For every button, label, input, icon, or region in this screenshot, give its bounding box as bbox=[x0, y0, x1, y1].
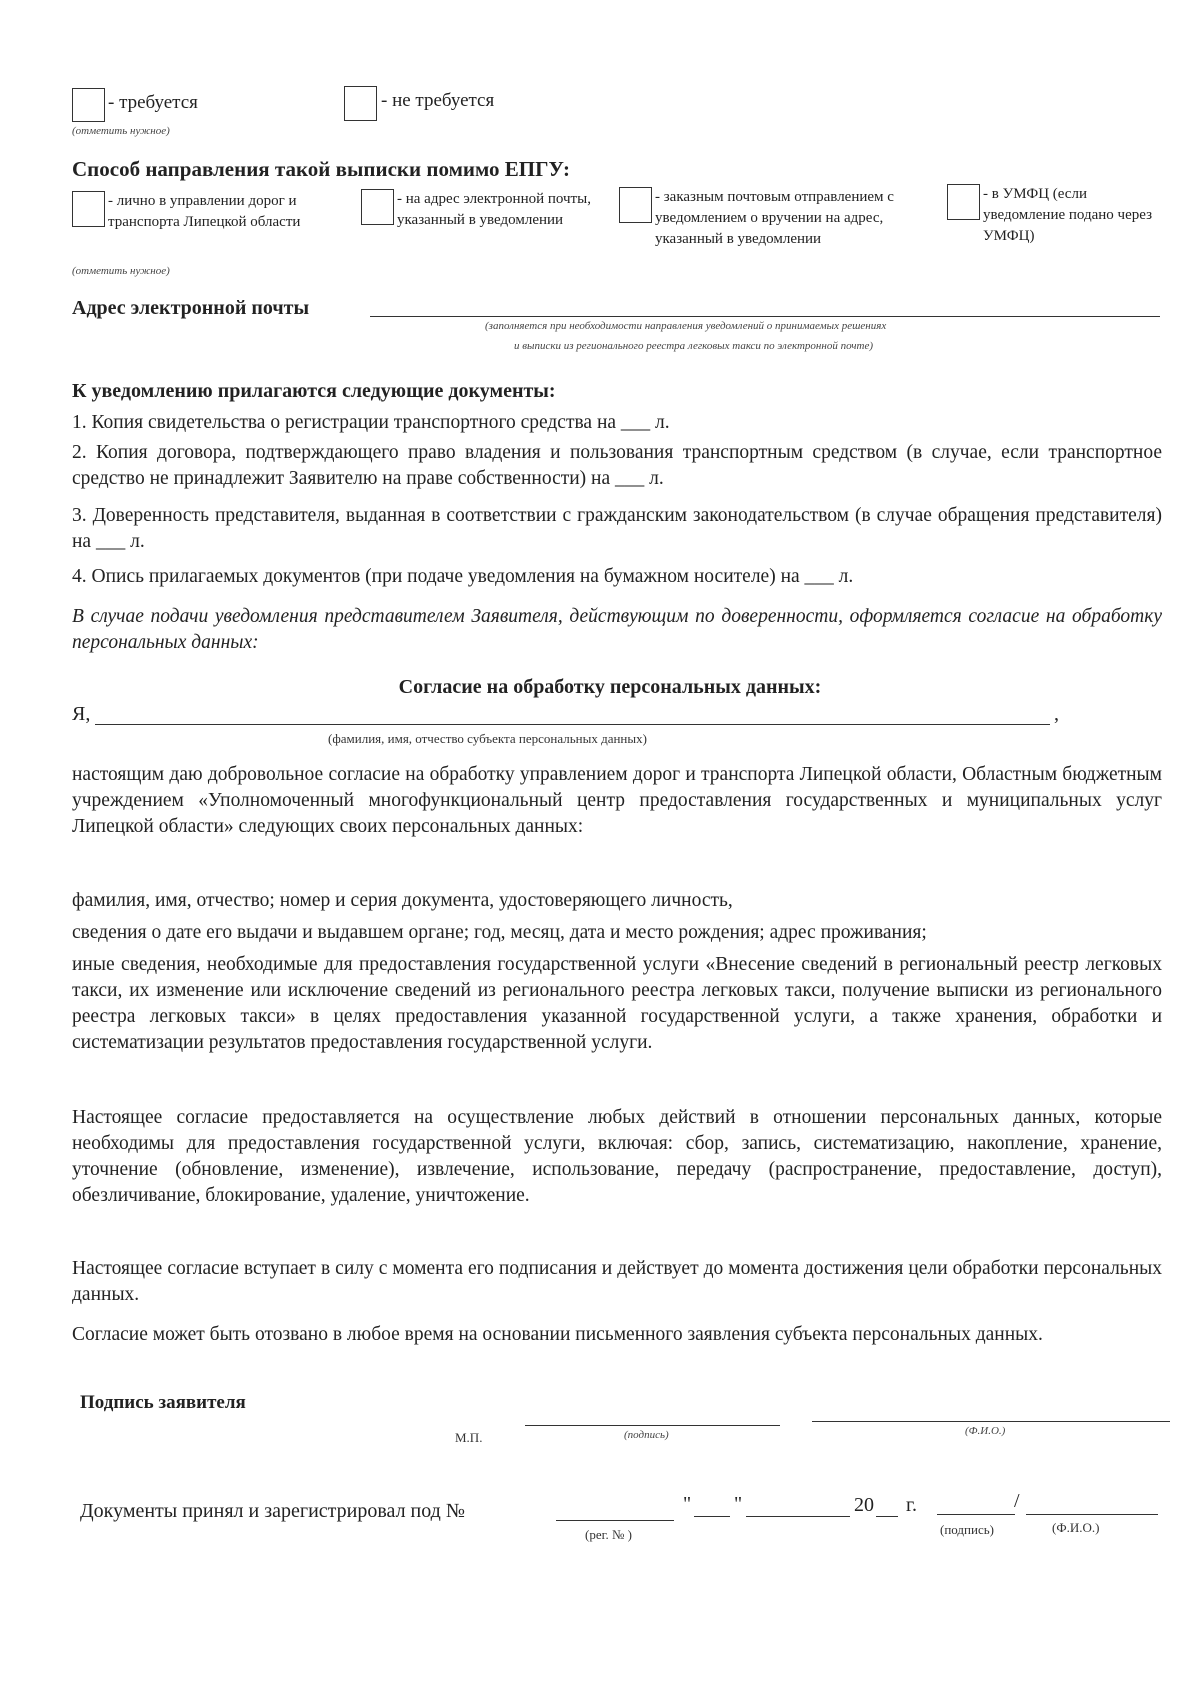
signature-mp: М.П. bbox=[455, 1430, 483, 1445]
email-input-line[interactable] bbox=[370, 316, 1160, 317]
registration-year-suffix: г. bbox=[906, 1494, 917, 1516]
delivery-option-in-person-checkbox[interactable] bbox=[72, 191, 105, 227]
registration-quote-open: " bbox=[683, 1493, 692, 1515]
delivery-option-post-checkbox[interactable] bbox=[619, 187, 652, 223]
consent-i-label: Я, bbox=[72, 703, 91, 725]
signature-heading: Подпись заявителя bbox=[80, 1392, 246, 1413]
delivery-option-email-label: - на адрес электронной почты, указанный в уведомлении bbox=[397, 191, 591, 228]
attachment-item-4: 4. Опись прилагаемых документов (при подаче уведомления на бумажном носителе) на ___ л. bbox=[72, 566, 854, 587]
delivery-option-post-label: - заказным почтовым отправлением с уведомлением о вручении на адрес, указанный в уведомлении bbox=[655, 189, 894, 247]
registration-year-line[interactable] bbox=[876, 1516, 898, 1517]
email-note-line1: (заполняется при необходимости направления уведомлений о принимаемых решениях bbox=[485, 320, 887, 332]
registration-number-line[interactable] bbox=[556, 1520, 674, 1521]
registration-day-line[interactable] bbox=[694, 1516, 730, 1517]
delivery-option-email-checkbox[interactable] bbox=[361, 189, 394, 225]
signature-fio-caption: (Ф.И.О.) bbox=[965, 1425, 1006, 1437]
registration-fio-caption: (Ф.И.О.) bbox=[1052, 1520, 1100, 1535]
registration-fio-line[interactable] bbox=[1026, 1514, 1158, 1515]
delivery-heading: Способ направления такой выписки помимо ЕПГУ: bbox=[72, 157, 571, 181]
consent-paragraph-6: Настоящее согласие вступает в силу с момента его подписания и действует до момента достижения цели обработки персональных данных. bbox=[72, 1258, 1162, 1305]
attachments-italic-note: В случае подачи уведомления представителем Заявителя, действующим по доверенности, оформляется согласие на обработку персональных данных: bbox=[72, 606, 1162, 653]
required-label: - требуется bbox=[108, 92, 198, 113]
attachment-item-1: 1. Копия свидетельства о регистрации транспортного средства на ___ л. bbox=[72, 412, 670, 433]
consent-paragraph-2: фамилия, имя, отчество; номер и серия документа, удостоверяющего личность, bbox=[72, 890, 733, 911]
delivery-option-umfc-checkbox[interactable] bbox=[947, 184, 980, 220]
delivery-option-in-person-label: - лично в управлении дорог и транспорта Липецкой области bbox=[108, 193, 301, 230]
consent-paragraph-5: Настоящее согласие предоставляется на осуществление любых действий в отношении персональных данных, которые необходимы для предоставления государственной услуги, включая: сбор, запись, систематизацию, накопление, хранение, уточнение (обновление, изменение), извлечение, использование, передачу (распространение, предоставление, доступ), обезличивание, блокирование, удаление, уничтожение. bbox=[72, 1107, 1162, 1206]
registration-quote-close: " bbox=[734, 1493, 743, 1515]
consent-name-caption: (фамилия, имя, отчество субъекта персональных данных) bbox=[328, 731, 647, 746]
not-required-checkbox[interactable] bbox=[344, 86, 377, 121]
registration-month-line[interactable] bbox=[746, 1516, 850, 1517]
consent-paragraph-1: настоящим даю добровольное согласие на обработку управлением дорог и транспорта Липецкой области, Областным бюджетным учреждением «Уполномоченный многофункциональный центр предоставления государственных и муниципальных услуг Липецкой области» следующих своих персональных данных: bbox=[72, 764, 1162, 837]
consent-paragraph-4: иные сведения, необходимые для предоставления государственной услуги «Внесение сведений в региональный реестр легковых такси, их изменение или исключение сведений из регионального реестра легковых такси, получение выписки из регионального реестра легковых такси» в целях предоставления указанной государственной услуги, а также хранения, обработки и систематизации результатов предоставления государственной услуги. bbox=[72, 954, 1162, 1053]
not-required-label: - не требуется bbox=[381, 90, 495, 111]
attachments-heading: К уведомлению прилагаются следующие документы: bbox=[72, 380, 556, 402]
attachment-item-2: 2. Копия договора, подтверждающего право владения и пользования транспортным средством (в случае, если транспортное средство не принадлежит Заявителю на праве собственности) на ___ л. bbox=[72, 442, 1162, 489]
consent-name-input-line[interactable] bbox=[95, 724, 1050, 725]
registration-slash: / bbox=[1014, 1490, 1020, 1512]
registration-sign-caption: (подпись) bbox=[940, 1522, 994, 1537]
consent-heading: Согласие на обработку персональных данных: bbox=[398, 676, 822, 698]
delivery-mark-note: (отметить нужное) bbox=[72, 265, 170, 277]
required-checkbox[interactable] bbox=[72, 88, 105, 122]
consent-paragraph-3: сведения о дате его выдачи и выдавшем органе; год, месяц, дата и место рождения; адрес проживания; bbox=[72, 922, 927, 943]
registration-number-caption: (рег. № ) bbox=[585, 1527, 632, 1542]
signature-sign-caption: (подпись) bbox=[624, 1429, 669, 1441]
consent-name-comma: , bbox=[1054, 703, 1059, 725]
signature-fio-line[interactable] bbox=[812, 1421, 1170, 1422]
delivery-option-umfc-label: - в УМФЦ (если уведомление подано через УМФЦ) bbox=[983, 186, 1153, 244]
email-note-line2: и выписки из регионального реестра легковых такси по электронной почте) bbox=[514, 340, 874, 352]
consent-paragraph-7: Согласие может быть отозвано в любое время на основании письменного заявления субъекта персональных данных. bbox=[72, 1324, 1043, 1345]
signature-sign-line[interactable] bbox=[525, 1425, 780, 1426]
registration-label: Документы принял и зарегистрировал под № bbox=[80, 1500, 465, 1522]
registration-sign-line[interactable] bbox=[937, 1514, 1015, 1515]
email-label: Адрес электронной почты bbox=[72, 297, 310, 319]
mark-note: (отметить нужное) bbox=[72, 125, 170, 137]
registration-year-prefix: 20 bbox=[854, 1494, 874, 1516]
attachment-item-3: 3. Доверенность представителя, выданная в соответствии с гражданским законодательством (в случае обращения представителя) на ___ л. bbox=[72, 505, 1162, 552]
